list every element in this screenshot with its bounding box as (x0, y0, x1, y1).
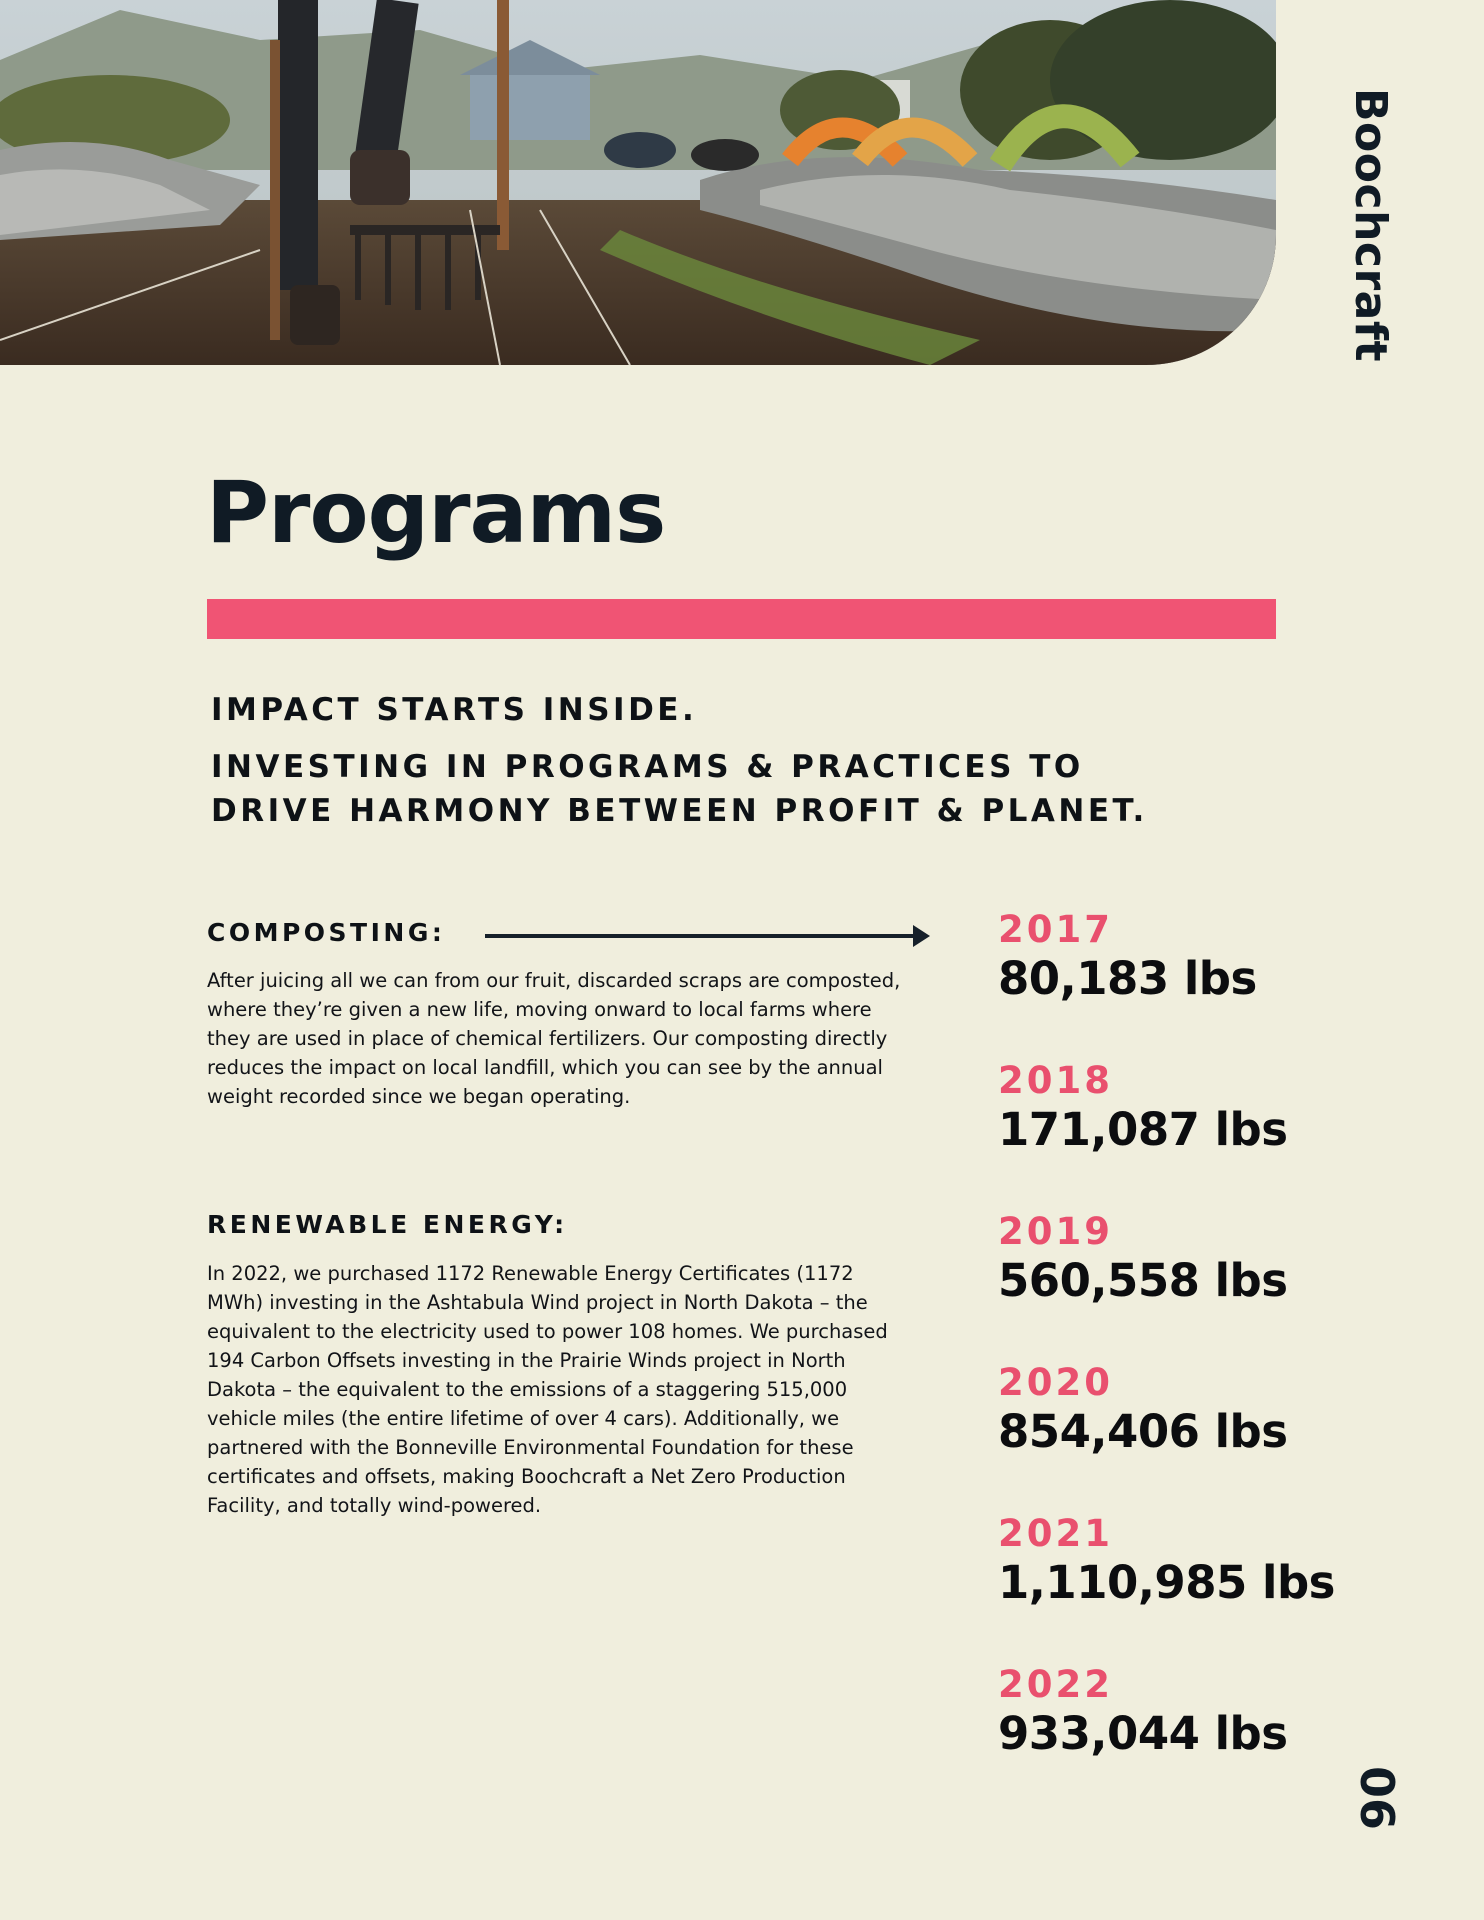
compost-stat (998, 1512, 1335, 1610)
compost-stat (998, 1210, 1288, 1308)
renewable-energy-heading: RENEWABLE ENERGY: (207, 1210, 568, 1239)
tagline-line-2: INVESTING IN PROGRAMS & PRACTICES TO DRIVE HARMONY BETWEEN PROFIT & PLANET. (211, 749, 1148, 829)
composting-heading: COMPOSTING: (207, 918, 446, 947)
hero-photo (0, 0, 1276, 365)
stat-year: 2020 (998, 1361, 1113, 1404)
composting-description: After juicing all we can from our fruit, discarded scraps are composted, where they’re given a new life, moving onward to local farms where they are used in place of chemical fertilizers. Our composting directly reduces the impact on local landfill, which you can see by the annual weight recorded since we began operating. (207, 969, 901, 1108)
arrow-right-icon (485, 924, 930, 948)
page-title: Programs (206, 463, 666, 563)
accent-divider (207, 599, 1276, 639)
stat-value: 560,558 lbs (998, 1254, 1288, 1307)
compost-stat (998, 908, 1257, 1006)
stat-year: 2017 (998, 908, 1113, 951)
stat-value: 854,406 lbs (998, 1405, 1288, 1458)
compost-stat (998, 1059, 1288, 1157)
stat-value: 80,183 lbs (998, 952, 1257, 1005)
stat-value: 933,044 lbs (998, 1707, 1288, 1760)
page-number: 06 (1350, 1766, 1404, 1831)
stat-year: 2019 (998, 1210, 1113, 1253)
stat-value: 171,087 lbs (998, 1103, 1288, 1156)
compost-stat (998, 1663, 1288, 1761)
stat-value: 1,110,985 lbs (998, 1556, 1335, 1609)
stat-year: 2018 (998, 1059, 1113, 1102)
tagline-line-1: IMPACT STARTS INSIDE. (211, 692, 698, 728)
stat-year: 2021 (998, 1512, 1113, 1555)
stat-year: 2022 (998, 1663, 1113, 1706)
brand-name: Boochcraft (1345, 88, 1396, 363)
renewable-energy-description: In 2022, we purchased 1172 Renewable Energy Certificates (1172 MWh) investing in the Ashtabula Wind project in North Dakota – the equivalent to the electricity used to power 108 homes. We purchased 194 Carbon Offsets investing in the Prairie Winds project in North Dakota – the equivalent to the emissions of a staggering 515,000 vehicle miles (the entire lifetime of over 4 cars). Additionally, we partnered with the Bonneville Environmental Foundation for these certificates and offsets, making Boochcraft a Net Zero Production Facility, and totally wind-powered. (207, 1262, 888, 1517)
compost-stat (998, 1361, 1288, 1459)
